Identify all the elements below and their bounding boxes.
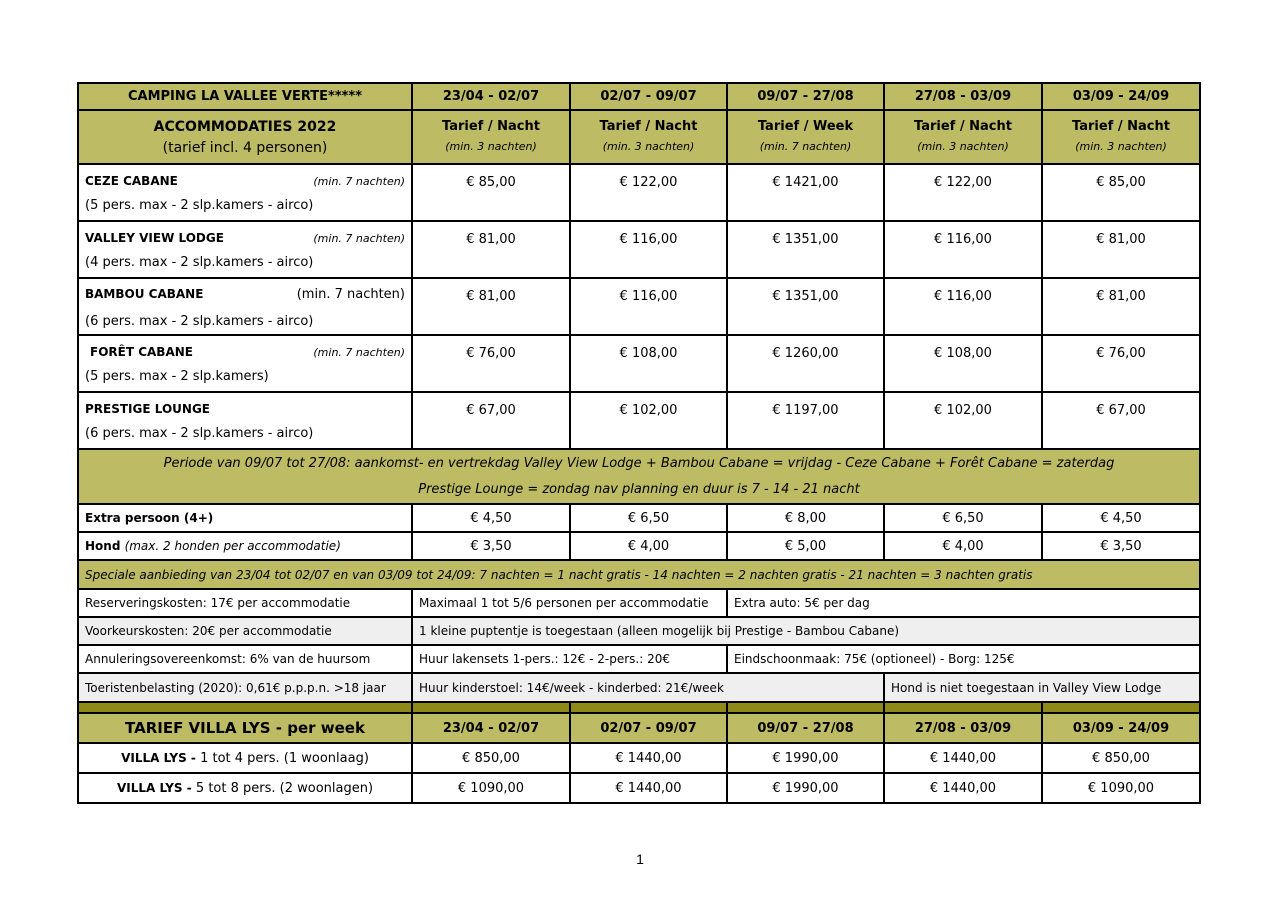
accommodation-name: CEZE CABANE bbox=[85, 174, 178, 188]
price: € 67,00 bbox=[412, 392, 570, 449]
accommodation-min-nights: (min. 7 nachten) bbox=[313, 231, 405, 245]
price: € 81,00 bbox=[412, 221, 570, 278]
price: € 1197,00 bbox=[727, 392, 884, 449]
price: € 1990,00 bbox=[727, 743, 884, 773]
max-persons: Maximaal 1 tot 5/6 personen per accommodatie bbox=[412, 589, 727, 617]
period-rate-cell bbox=[570, 110, 727, 164]
villa-label-cell bbox=[78, 743, 412, 773]
price: € 81,00 bbox=[1042, 221, 1200, 278]
period-rate-cell bbox=[1042, 110, 1200, 164]
price: € 116,00 bbox=[884, 221, 1042, 278]
price: € 76,00 bbox=[1042, 335, 1200, 392]
price: € 3,50 bbox=[1042, 532, 1200, 560]
price: € 850,00 bbox=[412, 743, 570, 773]
special-offer: Speciale aanbieding van 23/04 tot 02/07 en van 03/09 tot 24/09: 7 nachten = 1 nacht gratis - 14 nachten = 2 nachten gratis - 21 nachten = 3 nachten gratis bbox=[78, 560, 1200, 589]
period-date: 09/07 - 27/08 bbox=[727, 83, 884, 110]
special-offer-row bbox=[78, 560, 1200, 589]
accommodation-description: (6 pers. max - 2 slp.kamers - airco) bbox=[85, 426, 314, 441]
period-note-row bbox=[78, 449, 1200, 504]
period-date: 02/07 - 09/07 bbox=[570, 83, 727, 110]
period-rate-cell bbox=[727, 110, 884, 164]
separator bbox=[1042, 702, 1200, 713]
accommodation-description: (4 pers. max - 2 slp.kamers - airco) bbox=[85, 255, 314, 270]
villa-row bbox=[78, 743, 1200, 773]
villa-period-date: 09/07 - 27/08 bbox=[727, 713, 884, 743]
period-date: 27/08 - 03/09 bbox=[884, 83, 1042, 110]
price: € 4,00 bbox=[884, 532, 1042, 560]
price: € 1351,00 bbox=[727, 278, 884, 335]
rate-unit: Tarief / Week bbox=[757, 119, 854, 134]
accommodation-description: (5 pers. max - 2 slp.kamers) bbox=[85, 369, 269, 384]
header-row-rates bbox=[78, 110, 1200, 164]
price: € 1260,00 bbox=[727, 335, 884, 392]
cancellation-insurance: Annuleringsovereenkomst: 6% van de huursom bbox=[78, 645, 412, 673]
price: € 116,00 bbox=[884, 278, 1042, 335]
extra-label: Hond bbox=[85, 538, 121, 553]
price: € 81,00 bbox=[1042, 278, 1200, 335]
price: € 1440,00 bbox=[570, 743, 727, 773]
separator bbox=[884, 702, 1042, 713]
accommodation-description: (5 pers. max - 2 slp.kamers - airco) bbox=[85, 198, 314, 213]
price-basis-note: (tarief incl. 4 personen) bbox=[162, 139, 328, 156]
price: € 1990,00 bbox=[727, 773, 884, 803]
price: € 3,50 bbox=[412, 532, 570, 560]
villa-period-date: 03/09 - 24/09 bbox=[1042, 713, 1200, 743]
extra-car: Extra auto: 5€ per dag bbox=[727, 589, 1200, 617]
period-note-cell bbox=[78, 449, 1200, 504]
tourist-tax: Toeristenbelasting (2020): 0,61€ p.p.p.n. >18 jaar bbox=[78, 673, 412, 702]
villa-header-row bbox=[78, 713, 1200, 743]
price: € 81,00 bbox=[412, 278, 570, 335]
price: € 4,00 bbox=[570, 532, 727, 560]
separator bbox=[727, 702, 884, 713]
page-number: 1 bbox=[636, 851, 644, 867]
camping-title: CAMPING LA VALLEE VERTE***** bbox=[78, 83, 412, 110]
extra-label-cell bbox=[78, 532, 412, 560]
villa-description: 5 tot 8 pers. (2 woonlagen) bbox=[195, 780, 374, 796]
extra-label: Extra persoon (4+) bbox=[85, 510, 214, 525]
dog-row bbox=[78, 532, 1200, 560]
accommodation-row bbox=[78, 335, 1200, 392]
info-row bbox=[78, 645, 1200, 673]
price: € 102,00 bbox=[570, 392, 727, 449]
accommodation-cell bbox=[78, 392, 412, 449]
rates-table bbox=[77, 82, 1201, 804]
rate-unit: Tarief / Nacht bbox=[914, 119, 1012, 134]
info-row bbox=[78, 589, 1200, 617]
price: € 1440,00 bbox=[570, 773, 727, 803]
villa-row bbox=[78, 773, 1200, 803]
accommodation-min-nights: (min. 7 nachten) bbox=[296, 286, 405, 302]
preference-costs: Voorkeurskosten: 20€ per accommodatie bbox=[78, 617, 412, 645]
separator bbox=[78, 702, 412, 713]
period-date: 03/09 - 24/09 bbox=[1042, 83, 1200, 110]
accommodation-name: PRESTIGE LOUNGE bbox=[85, 402, 211, 416]
period-rate-cell bbox=[884, 110, 1042, 164]
price: € 1351,00 bbox=[727, 221, 884, 278]
price: € 1440,00 bbox=[884, 743, 1042, 773]
price: € 1090,00 bbox=[412, 773, 570, 803]
accommodation-min-nights: (min. 7 nachten) bbox=[313, 345, 405, 359]
accommodation-cell bbox=[78, 278, 412, 335]
price: € 850,00 bbox=[1042, 743, 1200, 773]
min-nights: (min. 3 nachten) bbox=[917, 140, 1009, 153]
accommodation-min-nights: (min. 7 nachten) bbox=[313, 174, 405, 188]
period-note-line: Prestige Lounge = zondag nav planning en duur is 7 - 14 - 21 nacht bbox=[418, 482, 860, 497]
info-row bbox=[78, 617, 1200, 645]
accommodation-cell bbox=[78, 221, 412, 278]
accommodation-row bbox=[78, 164, 1200, 221]
villa-period-date: 27/08 - 03/09 bbox=[884, 713, 1042, 743]
accommodation-row bbox=[78, 392, 1200, 449]
price: € 5,00 bbox=[727, 532, 884, 560]
extra-label-note: (max. 2 honden per accommodatie) bbox=[124, 538, 341, 553]
extra-person-row bbox=[78, 504, 1200, 532]
price: € 108,00 bbox=[570, 335, 727, 392]
price: € 4,50 bbox=[1042, 504, 1200, 532]
villa-label-cell bbox=[78, 773, 412, 803]
price: € 122,00 bbox=[884, 164, 1042, 221]
villa-period-date: 23/04 - 02/07 bbox=[412, 713, 570, 743]
price: € 4,50 bbox=[412, 504, 570, 532]
reservation-costs: Reserveringskosten: 17€ per accommodatie bbox=[78, 589, 412, 617]
price: € 85,00 bbox=[412, 164, 570, 221]
accommodation-cell bbox=[78, 164, 412, 221]
accommodation-description: (6 pers. max - 2 slp.kamers - airco) bbox=[85, 314, 314, 329]
period-date: 23/04 - 02/07 bbox=[412, 83, 570, 110]
accommodations-subtitle: ACCOMMODATIES 2022 bbox=[153, 118, 337, 135]
linen-rental: Huur lakensets 1-pers.: 12€ - 2-pers.: 20€ bbox=[412, 645, 727, 673]
period-note-line: Periode van 09/07 tot 27/08: aankomst- en vertrekdag Valley View Lodge + Bambou Cabane = vrijdag - Ceze Cabane + Forêt Cabane = zaterdag bbox=[163, 456, 1115, 471]
extra-label-cell bbox=[78, 504, 412, 532]
separator bbox=[570, 702, 727, 713]
price: € 108,00 bbox=[884, 335, 1042, 392]
cleaning-deposit: Eindschoonmaak: 75€ (optioneel) - Borg: 125€ bbox=[727, 645, 1200, 673]
rate-unit: Tarief / Nacht bbox=[442, 119, 540, 134]
dog-restriction: Hond is niet toegestaan in Valley View Lodge bbox=[884, 673, 1200, 702]
separator-row bbox=[78, 702, 1200, 713]
accommodation-row bbox=[78, 278, 1200, 335]
price: € 6,50 bbox=[884, 504, 1042, 532]
accommodation-name: BAMBOU CABANE bbox=[85, 287, 204, 301]
accommodation-cell bbox=[78, 335, 412, 392]
price: € 1090,00 bbox=[1042, 773, 1200, 803]
header-subtitle-cell bbox=[78, 110, 412, 164]
villa-description: 1 tot 4 pers. (1 woonlaag) bbox=[200, 750, 369, 766]
accommodation-name: VALLEY VIEW LODGE bbox=[85, 231, 224, 245]
period-rate-cell bbox=[412, 110, 570, 164]
price: € 76,00 bbox=[412, 335, 570, 392]
price: € 6,50 bbox=[570, 504, 727, 532]
accommodation-name: FORÊT CABANE bbox=[90, 345, 193, 359]
min-nights: (min. 3 nachten) bbox=[602, 140, 695, 153]
price: € 116,00 bbox=[570, 221, 727, 278]
header-row-dates bbox=[78, 83, 1200, 110]
price: € 8,00 bbox=[727, 504, 884, 532]
rate-unit: Tarief / Nacht bbox=[599, 119, 698, 134]
accommodation-row bbox=[78, 221, 1200, 278]
tent-note: 1 kleine puptentje is toegestaan (alleen mogelijk bij Prestige - Bambou Cabane) bbox=[412, 617, 1200, 645]
info-row bbox=[78, 673, 1200, 702]
price: € 122,00 bbox=[570, 164, 727, 221]
child-equipment: Huur kinderstoel: 14€/week - kinderbed: 21€/week bbox=[412, 673, 884, 702]
min-nights: (min. 3 nachten) bbox=[1075, 140, 1167, 153]
villa-period-date: 02/07 - 09/07 bbox=[570, 713, 727, 743]
villa-title: TARIEF VILLA LYS - per week bbox=[78, 713, 412, 743]
separator bbox=[412, 702, 570, 713]
rate-unit: Tarief / Nacht bbox=[1072, 119, 1170, 134]
villa-name: VILLA LYS - bbox=[116, 780, 196, 795]
price: € 1421,00 bbox=[727, 164, 884, 221]
price: € 85,00 bbox=[1042, 164, 1200, 221]
min-nights: (min. 3 nachten) bbox=[445, 140, 537, 153]
price: € 1440,00 bbox=[884, 773, 1042, 803]
min-nights: (min. 7 nachten) bbox=[759, 140, 852, 153]
villa-name: VILLA LYS - bbox=[121, 750, 201, 765]
price: € 102,00 bbox=[884, 392, 1042, 449]
price: € 67,00 bbox=[1042, 392, 1200, 449]
price: € 116,00 bbox=[570, 278, 727, 335]
